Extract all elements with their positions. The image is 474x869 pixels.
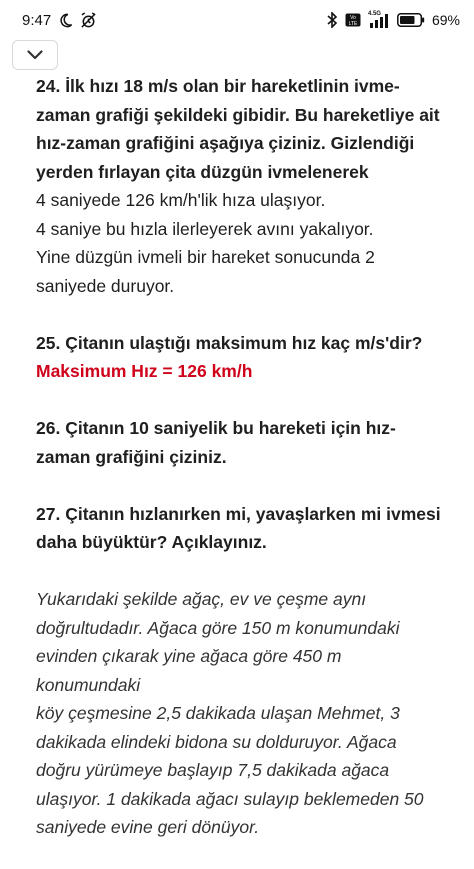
q24-line: saniyede duruyor. bbox=[36, 275, 175, 296]
question-27 bbox=[36, 500, 442, 557]
paragraph-line: ulaşıyor. 1 dakikada ağacı sulayıp beklemeden 50 bbox=[36, 788, 424, 809]
battery-icon bbox=[397, 13, 425, 27]
paragraph-line: Yukarıdaki şekilde ağaç, ev ve çeşme aynı bbox=[36, 589, 367, 609]
document-content bbox=[0, 72, 474, 842]
q25-question: 25. Çitanın ulaştığı maksimum hız kaç m/s'dir? bbox=[36, 332, 423, 353]
battery-percent: 69% bbox=[431, 12, 460, 28]
paragraph-line: evinden çıkarak yine ağaca göre 450 m bbox=[36, 646, 342, 666]
svg-text:Vo: Vo bbox=[350, 15, 356, 21]
alarm-off-icon bbox=[80, 12, 97, 29]
network-label: 4.5G bbox=[367, 10, 381, 17]
question-24 bbox=[36, 72, 442, 300]
paragraph-line: doğrultudadır. Ağaca göre 150 m konumundaki bbox=[36, 617, 400, 638]
clock: 9:47 bbox=[22, 11, 52, 29]
paragraph-line: saniyede evine geri dönüyor. bbox=[36, 817, 260, 837]
q24-line: zaman grafiği şekildeki gibidir. Bu hareketliye ait bbox=[36, 104, 440, 125]
problem-paragraph bbox=[36, 585, 442, 842]
signal-icon bbox=[367, 10, 390, 28]
q25-answer: Maksimum Hız = 126 km/h bbox=[36, 361, 253, 381]
q24-line: 4 saniye bu hızla ilerleyerek avını yakalıyor. bbox=[36, 218, 374, 239]
q27-line: 27. Çitanın hızlanırken mi, yavaşlarken mi ivmesi bbox=[36, 503, 441, 524]
q24-line: hız-zaman grafiğini aşağıya çiziniz. Gizlendiği bbox=[36, 133, 415, 153]
svg-text:LTE: LTE bbox=[348, 21, 358, 27]
paragraph-line: köy çeşmesine 2,5 dakikada ulaşan Mehmet, 3 bbox=[36, 703, 400, 723]
volte-icon bbox=[345, 13, 361, 27]
moon-icon bbox=[58, 13, 73, 28]
status-bar bbox=[0, 0, 474, 40]
toolbar bbox=[0, 40, 474, 70]
q26-line: zaman grafiğini çiziniz. bbox=[36, 446, 227, 467]
paragraph-line: doğru yürümeye başlayıp 7,5 dakikada ağaca bbox=[36, 760, 390, 780]
q24-line: Yine düzgün ivmeli bir hareket sonucunda 2 bbox=[36, 247, 375, 267]
q27-line: daha büyüktür? Açıklayınız. bbox=[36, 532, 267, 552]
q24-line: 24. İlk hızı 18 m/s olan bir hareketlinin ivme- bbox=[36, 76, 400, 96]
paragraph-line: konumundaki bbox=[36, 674, 141, 695]
q24-line: 4 saniyede 126 km/h'lik hıza ulaşıyor. bbox=[36, 190, 326, 210]
chevron-down-icon bbox=[27, 50, 43, 60]
bluetooth-icon bbox=[327, 12, 338, 28]
collapse-button[interactable] bbox=[12, 40, 58, 70]
question-25 bbox=[36, 329, 442, 386]
question-26 bbox=[36, 414, 442, 471]
paragraph-line: dakikada elindeki bidona su dolduruyor. Ağaca bbox=[36, 731, 397, 752]
q26-line: 26. Çitanın 10 saniyelik bu hareketi için hız- bbox=[36, 418, 396, 438]
q24-line: yerden fırlayan çita düzgün ivmelenerek bbox=[36, 161, 369, 182]
